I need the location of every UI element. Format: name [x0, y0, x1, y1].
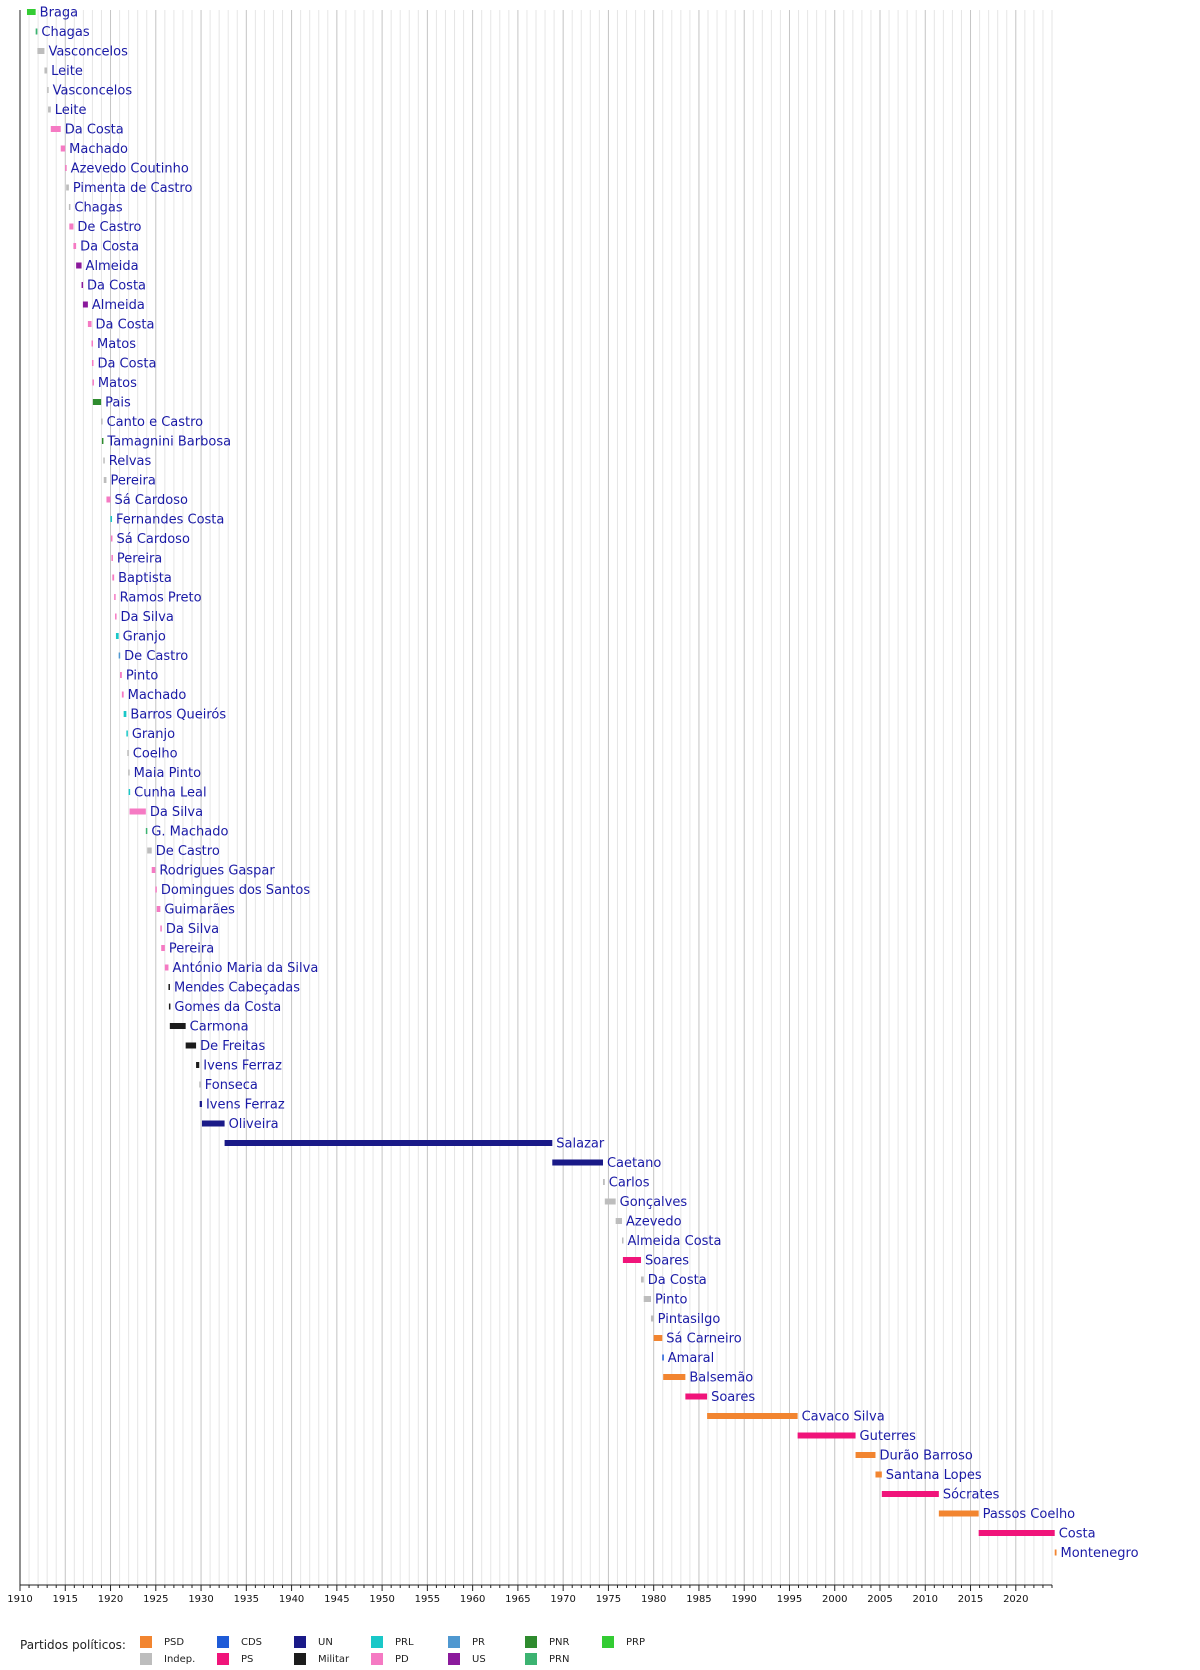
term-label: Carlos: [608, 1175, 650, 1191]
term-bar: [165, 965, 169, 971]
term-bar: [37, 48, 44, 54]
term-label: Chagas: [41, 25, 90, 40]
x-tick-label: 2015: [957, 1594, 984, 1605]
term-label: Da Silva: [165, 922, 220, 937]
term-label: G. Machado: [151, 824, 229, 840]
legend-label: PD: [395, 1653, 409, 1665]
legend-item: [217, 1636, 262, 1648]
legend-item: [140, 1653, 195, 1665]
x-tick-label: 1970: [550, 1594, 576, 1605]
term-bar: [875, 1472, 881, 1478]
term-label: Coelho: [132, 746, 178, 762]
term-label: Sá Carneiro: [666, 1331, 742, 1347]
term-label: Soares: [645, 1253, 690, 1269]
term-bar: [114, 594, 116, 600]
term-bar: [654, 1335, 663, 1341]
term-label: Maia Pinto: [133, 766, 202, 781]
term-label: Granjo: [131, 727, 176, 742]
term-label: Gonçalves: [619, 1195, 688, 1210]
legend-label: Militar: [318, 1653, 350, 1665]
term-label: Guterres: [859, 1429, 916, 1444]
term-bar: [27, 9, 36, 15]
term-bars: [27, 6, 1139, 1562]
x-tick-label: 1950: [369, 1594, 395, 1605]
term-label: Ramos Preto: [119, 590, 202, 606]
term-bar: [128, 770, 130, 776]
x-tick-label: 1910: [7, 1594, 33, 1605]
term-label: Vasconcelos: [48, 44, 128, 60]
legend-swatch: [525, 1653, 537, 1665]
term-label: Fernandes Costa: [116, 512, 225, 528]
legend-swatch: [217, 1636, 229, 1648]
term-label: Da Silva: [149, 805, 204, 820]
term-bar: [155, 887, 157, 893]
term-bar: [663, 1374, 685, 1380]
legend-swatch: [602, 1636, 614, 1648]
term-label: Caetano: [606, 1156, 662, 1171]
term-bar: [130, 809, 146, 815]
term-label: Fonseca: [204, 1078, 258, 1093]
term-label: Passos Coelho: [982, 1507, 1076, 1522]
legend-label: PRN: [549, 1653, 570, 1665]
term-label: Azevedo: [626, 1214, 682, 1230]
term-label: Costa: [1058, 1526, 1096, 1542]
term-label: Vasconcelos: [52, 83, 133, 99]
legend-item: [602, 1636, 645, 1648]
term-label: De Castro: [124, 649, 189, 664]
x-tick-label: 1945: [324, 1594, 350, 1605]
term-bar: [157, 906, 161, 912]
term-bar: [92, 341, 94, 347]
legend-item: [294, 1653, 349, 1665]
x-tick-label: 1975: [595, 1594, 622, 1605]
term-bar: [552, 1160, 603, 1166]
term-label: Pereira: [110, 473, 156, 489]
term-label: Soares: [711, 1390, 756, 1405]
term-bar: [199, 1082, 201, 1088]
term-bar: [61, 146, 65, 152]
legend-title: Partidos políticos:: [20, 1638, 126, 1652]
term-label: Pereira: [168, 941, 215, 957]
term-label: Pinto: [654, 1292, 688, 1308]
term-bar: [603, 1179, 605, 1185]
term-label: Carmona: [189, 1019, 249, 1035]
x-tick-label: 1935: [233, 1594, 260, 1605]
term-label: Almeida: [85, 259, 139, 274]
x-tick-label: 1960: [459, 1594, 486, 1605]
legend-swatch: [448, 1636, 460, 1648]
term-bar: [73, 243, 76, 249]
term-label: Sá Cardoso: [114, 493, 188, 508]
term-bar: [979, 1530, 1055, 1536]
legend-label: PS: [241, 1653, 254, 1665]
legend-item: [448, 1636, 485, 1648]
term-bar: [106, 497, 110, 503]
legend-item: [371, 1636, 414, 1648]
term-label: Rodrigues Gaspar: [159, 863, 275, 879]
term-bar: [69, 224, 73, 230]
term-bar: [101, 419, 103, 425]
term-bar: [622, 1238, 624, 1244]
x-tick-label: 1980: [640, 1594, 667, 1605]
term-label: Da Costa: [87, 278, 147, 294]
term-label: Salazar: [556, 1136, 605, 1152]
term-bar: [146, 828, 148, 834]
term-label: Guimarães: [164, 902, 235, 918]
term-label: Pinto: [125, 668, 159, 684]
term-bar: [126, 731, 128, 737]
term-bar: [48, 107, 51, 113]
term-label: Baptista: [118, 571, 172, 586]
legend: [20, 1636, 1180, 1670]
term-bar: [152, 867, 156, 873]
term-label: Oliveira: [228, 1117, 279, 1132]
legend-swatch: [371, 1653, 383, 1665]
term-bar: [186, 1043, 196, 1049]
term-label: Balsemão: [689, 1370, 754, 1386]
term-bar: [111, 516, 113, 522]
term-label: De Castro: [155, 844, 220, 859]
legend-label: PRP: [626, 1636, 646, 1648]
term-bar: [644, 1296, 651, 1302]
term-bar: [882, 1491, 939, 1497]
term-label: Santana Lopes: [885, 1468, 982, 1483]
term-bar: [120, 672, 122, 678]
x-tick-label: 2020: [1003, 1594, 1029, 1605]
legend-swatch: [140, 1636, 152, 1648]
legend-label: PSD: [164, 1636, 185, 1648]
legend-item: [371, 1653, 409, 1665]
term-bar: [662, 1355, 664, 1361]
term-bar: [641, 1277, 644, 1283]
term-label: Leite: [51, 64, 83, 79]
legend-swatch: [217, 1653, 229, 1665]
term-label: Durão Barroso: [879, 1448, 973, 1464]
term-bar: [112, 575, 114, 581]
term-label: António Maria da Silva: [172, 961, 319, 976]
term-label: Da Costa: [80, 239, 140, 255]
term-bar: [168, 984, 170, 990]
x-tick-label: 1930: [188, 1594, 214, 1605]
x-tick-label: 1915: [52, 1594, 78, 1605]
term-label: Gomes da Costa: [174, 1000, 282, 1015]
term-bar: [127, 750, 129, 756]
x-tick-label: 1940: [278, 1594, 305, 1605]
legend-item: [294, 1636, 333, 1648]
term-label: Pais: [105, 395, 131, 411]
legend-item: [525, 1636, 569, 1648]
term-label: Sócrates: [942, 1487, 1000, 1503]
term-bar: [856, 1452, 876, 1458]
legend-label: PR: [472, 1636, 485, 1648]
term-label: Relvas: [108, 454, 152, 469]
term-label: De Castro: [77, 220, 142, 235]
term-label: Barros Queirós: [130, 707, 227, 723]
term-bar: [202, 1121, 225, 1127]
legend-label: PRL: [395, 1636, 414, 1648]
term-bar: [93, 399, 101, 405]
term-bar: [88, 321, 92, 327]
term-label: Machado: [127, 688, 187, 703]
term-bar: [82, 282, 84, 288]
term-bar: [939, 1511, 979, 1517]
term-label: Pimenta de Castro: [72, 181, 193, 196]
term-label: Da Silva: [120, 610, 174, 625]
x-tick-label: 1990: [731, 1594, 757, 1605]
term-label: Cunha Leal: [134, 785, 207, 801]
term-label: Da Costa: [64, 122, 124, 138]
term-label: De Freitas: [200, 1039, 266, 1054]
legend-swatch: [448, 1653, 460, 1665]
term-bar: [76, 263, 81, 269]
term-bar: [115, 614, 117, 620]
term-label: Pereira: [116, 551, 163, 567]
term-bar: [66, 185, 69, 191]
term-bar: [83, 302, 88, 308]
term-bar: [161, 945, 165, 951]
term-bar: [103, 458, 105, 464]
term-bar: [169, 1004, 171, 1010]
term-bar: [119, 653, 121, 659]
term-bar: [200, 1101, 202, 1107]
legend-swatch: [140, 1653, 152, 1665]
legend-item: [525, 1653, 569, 1665]
term-bar: [51, 126, 61, 132]
term-label: Da Costa: [647, 1273, 707, 1288]
term-bar: [47, 87, 49, 93]
term-bar: [170, 1023, 186, 1029]
term-bar: [44, 68, 47, 74]
legend-swatch: [294, 1653, 306, 1665]
term-bar: [623, 1257, 641, 1263]
term-label: Cavaco Silva: [801, 1409, 885, 1425]
x-tick-label: 1955: [414, 1594, 441, 1605]
legend-item: [140, 1636, 184, 1648]
term-bar: [616, 1218, 622, 1224]
legend-label: Indep.: [164, 1653, 196, 1665]
term-bar: [160, 926, 162, 932]
legend-label: PNR: [549, 1636, 570, 1648]
term-bar: [196, 1062, 199, 1068]
term-label: Montenegro: [1060, 1546, 1139, 1561]
legend-swatch: [371, 1636, 383, 1648]
term-bar: [36, 29, 38, 35]
term-bar: [116, 633, 119, 639]
term-label: Canto e Castro: [106, 415, 204, 430]
term-label: Ivens Ferraz: [203, 1058, 282, 1074]
legend-swatch: [294, 1636, 306, 1648]
term-bar: [102, 438, 104, 444]
term-bar: [111, 555, 113, 561]
term-label: Chagas: [74, 200, 123, 216]
term-bar: [92, 380, 94, 386]
term-label: Amaral: [667, 1351, 715, 1366]
term-label: Sá Cardoso: [116, 532, 190, 547]
term-bar: [147, 848, 152, 854]
x-tick-label: 1925: [143, 1594, 169, 1605]
term-bar: [124, 711, 127, 717]
term-bar: [225, 1140, 553, 1146]
term-label: Leite: [54, 103, 87, 118]
legend-swatch: [525, 1636, 537, 1648]
term-label: Pintasilgo: [657, 1312, 721, 1327]
term-label: Ivens Ferraz: [205, 1097, 285, 1113]
term-label: Almeida: [91, 298, 145, 313]
term-bar: [104, 477, 107, 483]
x-tick-label: 2010: [912, 1594, 938, 1605]
x-tick-label: 1995: [776, 1594, 803, 1605]
term-bar: [1055, 1550, 1057, 1556]
term-label: Mendes Cabeçadas: [173, 980, 300, 996]
legend-label: CDS: [241, 1636, 263, 1648]
term-label: Almeida Costa: [627, 1234, 722, 1249]
term-label: Matos: [97, 337, 137, 352]
term-bar: [111, 536, 113, 542]
term-label: Granjo: [122, 629, 166, 645]
term-label: Domingues dos Santos: [160, 883, 311, 898]
term-label: Da Costa: [97, 356, 157, 372]
x-tick-label: 1920: [97, 1594, 124, 1605]
term-bar: [122, 692, 124, 698]
x-tick-label: 1965: [505, 1594, 531, 1605]
x-tick-label: 2005: [867, 1594, 893, 1605]
x-tick-label: 2000: [822, 1594, 848, 1605]
legend-item: [217, 1653, 253, 1665]
term-bar: [65, 165, 67, 171]
term-label: Da Costa: [95, 317, 155, 333]
term-bar: [129, 789, 131, 795]
term-label: Azevedo Coutinho: [70, 161, 189, 177]
legend-item: [448, 1653, 486, 1665]
term-bar: [685, 1394, 707, 1400]
x-tick-label: 1985: [686, 1594, 712, 1605]
term-label: Matos: [97, 376, 137, 391]
legend-label: US: [472, 1653, 486, 1665]
legend-label: UN: [318, 1636, 333, 1648]
term-bar: [707, 1413, 798, 1419]
term-bar: [92, 360, 94, 366]
term-bar: [605, 1199, 616, 1205]
term-bar: [798, 1433, 856, 1439]
term-label: Machado: [69, 142, 128, 157]
term-label: Tamagnini Barbosa: [107, 434, 232, 450]
term-bar: [69, 204, 71, 210]
term-label: Braga: [39, 5, 79, 21]
term-bar: [651, 1316, 654, 1322]
